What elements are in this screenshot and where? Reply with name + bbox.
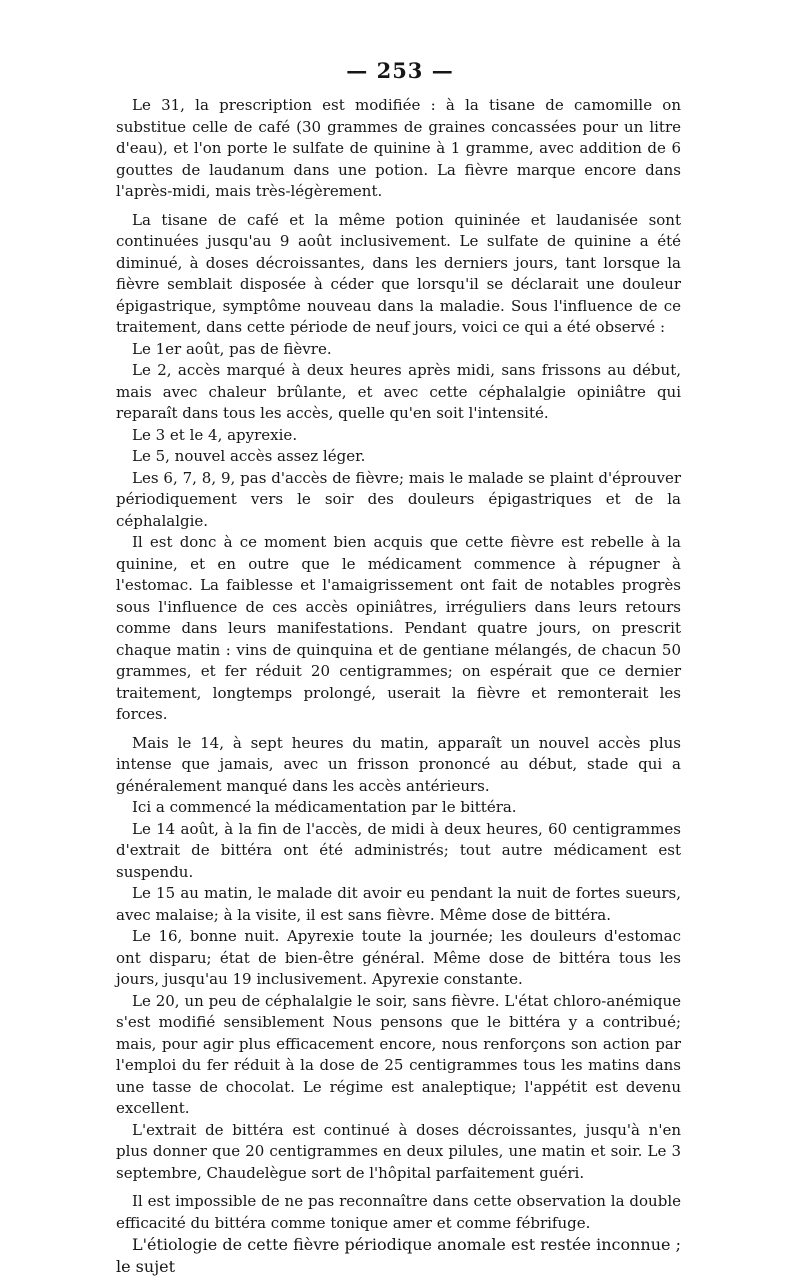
paragraph-august-1: Le 1er août, pas de fièvre. — [132, 339, 332, 358]
paragraph-bittera-continued: L'extrait de bittéra est continué à doses décroissantes, jusqu'à n'en plus donner que 20 centigrammes en deux pilules, une matin et soir. Le 3 septembre, Chaudelègue sort de l'hôpital parfaitement guéri. — [116, 1120, 681, 1182]
paragraph-bittera-start: Ici a commencé la médicamentation par le bittéra. — [132, 798, 517, 816]
paragraph-august-6-9: Les 6, 7, 8, 9, pas d'accès de fièvre; mais le malade se plaint d'éprouver périodiquement vers le soir des douleurs épigastriques et de la céphalalgie. — [116, 468, 681, 530]
paragraph-quinine-rebellion: Il est donc à ce moment bien acquis que cette fièvre est rebelle à la quinine, et en outre que le médicament commence à répugner à l'estomac. La faiblesse et l'amaigrissement ont fait de notables progrès sous l'influence de ces accès opiniâtres, irréguliers dans leurs retours comme dans leurs manifestations. Pendant quatre jours, on prescrit chaque matin : vins de quinquina et de gentiane mélangés, de chacun 50 grammes, et fer réduit 20 centigrammes; on espérait que ce dernier traitement, longtemps prolongé, userait la fièvre et remonterait les forces. — [116, 533, 681, 723]
paragraph-double-efficacy: Il est impossible de ne pas reconnaître dans cette observation la double efficacité du bittéra comme tonique amer et comme fébrifuge. — [116, 1192, 681, 1232]
paragraph-august-2: Le 2, accès marqué à deux heures après midi, sans frissons au début, mais avec chaleur brûlante, et avec cette céphalalgie opiniâtre qui reparaît dans tous les accès, quelle qu'en soit l'intensité. — [116, 361, 681, 422]
paragraph-august-20: Le 20, un peu de céphalalgie le soir, sans fièvre. L'état chloro-anémique s'est modifié sensiblement Nous pensons que le bittéra y a contribué; mais, pour agir plus efficacement encore, nous renforçons son action par l'emploi du fer réduit à la dose de 25 centigrammes tous les matins dans une tasse de chocolat. Le régime est analeptique; l'appétit est devenu excellent. — [116, 991, 681, 1117]
paragraph-august-16: Le 16, bonne nuit. Apyrexie toute la journée; les douleurs d'estomac ont disparu; état de bien-être général. Même dose de bittéra tous les jours, jusqu'au 19 inclusivement. Apyrexie constante. — [116, 927, 681, 988]
paragraph-coffee-infusion: La tisane de café et la même potion quininée et laudanisée sont continuées jusqu'au 9 août inclusivement. Le sulfate de quinine a été diminué, à doses décroissantes, dans les derniers jours, tant lorsque la fièvre semblait disposée à céder que lorsqu'il se déclarait une douleur épigastrique, symptôme nouveau dans la maladie. Sous l'influence de ce traitement, dans cette période de neuf jours, voici ce qui a été observé : — [116, 210, 681, 336]
paragraph-prescription-31: Le 31, la prescription est modifiée : à la tisane de camomille on substitue celle de café (30 grammes de graines concassées pour un litre d'eau), et l'on porte le sulfate de quinine à 1 gramme, avec addition de 6 gouttes de laudanum dans une potion. La fièvre marque encore dans l'après-midi, mais très-légèrement. — [116, 96, 681, 200]
paragraph-august-3-4: Le 3 et le 4, apyrexie. — [132, 425, 298, 444]
paragraph-etiology: L'étiologie de cette fièvre périodique anomale est restée inconnue ; le sujet — [116, 1235, 681, 1276]
body-text — [116, 95, 681, 1277]
paragraph-august-14-access: Mais le 14, à sept heures du matin, apparaît un nouvel accès plus intense que jamais, avec un frisson prononcé au début, stade qui a généralement manqué dans les accès antérieurs. — [116, 733, 681, 795]
paragraph-august-15: Le 15 au matin, le malade dit avoir eu pendant la nuit de fortes sueurs, avec malaise; à la visite, il est sans fièvre. Même dose de bittéra. — [116, 884, 681, 924]
paragraph-august-14-dose: Le 14 août, à la fin de l'accès, de midi à deux heures, 60 centigrammes d'extrait de bittéra ont été administrés; tout autre médicament est suspendu. — [116, 819, 681, 881]
paragraph-august-5: Le 5, nouvel accès assez léger. — [132, 447, 366, 465]
page-number: — 253 — — [346, 58, 454, 83]
